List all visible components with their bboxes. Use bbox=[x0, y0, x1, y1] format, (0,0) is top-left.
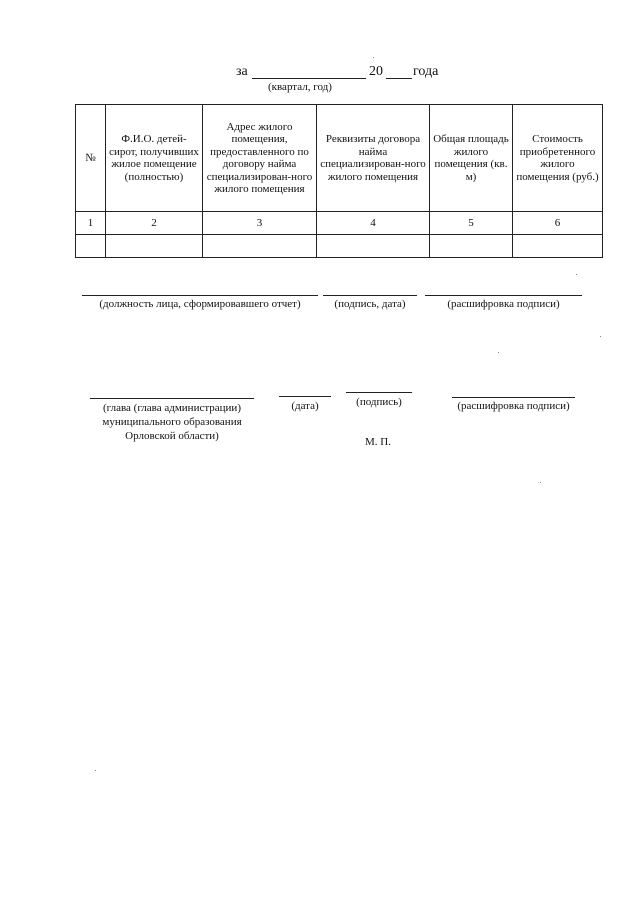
sign-date-signature-line[interactable] bbox=[323, 295, 417, 296]
col-header-address: Адрес жилого помещения, предоставленного по договору найма специализирован-ного жилого помещения bbox=[203, 105, 317, 212]
scan-speck bbox=[95, 770, 96, 771]
date-caption: (дата) bbox=[291, 400, 319, 412]
position-caption: (должность лица, сформировавшего отчет) bbox=[99, 298, 301, 310]
table-header-row bbox=[76, 105, 603, 212]
period-hint: (квартал, год) bbox=[268, 81, 332, 93]
table-cell[interactable] bbox=[106, 235, 203, 258]
col-header-contract: Реквизиты договора найма специализирован-ного жилого помещения bbox=[317, 105, 430, 212]
quarter-blank-field[interactable] bbox=[252, 78, 366, 79]
table-cell[interactable] bbox=[513, 235, 603, 258]
table-cell[interactable] bbox=[203, 235, 317, 258]
col-number-5: 5 bbox=[430, 212, 513, 235]
table-cell[interactable] bbox=[76, 235, 106, 258]
decoding-signature-line[interactable] bbox=[425, 295, 582, 296]
col-number-3: 3 bbox=[203, 212, 317, 235]
head-caption-3: Орловской области) bbox=[125, 430, 219, 442]
table-number-row bbox=[76, 212, 603, 235]
scan-speck bbox=[576, 274, 577, 275]
position-signature-line[interactable] bbox=[82, 295, 318, 296]
report-table bbox=[75, 104, 603, 258]
decoding2-signature-line[interactable] bbox=[452, 397, 575, 398]
col-header-cost: Стоимость приобретенного жилого помещения (руб.) bbox=[513, 105, 603, 212]
decoding-caption: (расшифровка подписи) bbox=[447, 298, 560, 310]
decoding2-caption: (расшифровка подписи) bbox=[457, 400, 570, 412]
year-blank-field[interactable] bbox=[386, 78, 412, 79]
sign-signature-line[interactable] bbox=[346, 392, 412, 393]
scan-speck bbox=[498, 352, 499, 353]
sign-caption: (подпись) bbox=[356, 396, 402, 408]
col-header-number: № bbox=[76, 105, 106, 212]
scan-speck bbox=[373, 57, 374, 58]
date-signature-line[interactable] bbox=[279, 396, 331, 397]
za-label: за bbox=[236, 64, 248, 79]
head-caption-2: муниципального образования bbox=[102, 416, 242, 428]
table-cell[interactable] bbox=[317, 235, 430, 258]
col-number-1: 1 bbox=[76, 212, 106, 235]
col-header-area: Общая площадь жилого помещения (кв. м) bbox=[430, 105, 513, 212]
col-header-fio: Ф.И.О. детей-сирот, получивших жилое помещение (полностью) bbox=[106, 105, 203, 212]
col-number-4: 4 bbox=[317, 212, 430, 235]
scan-speck bbox=[540, 482, 541, 483]
table-row bbox=[76, 235, 603, 258]
scan-speck bbox=[600, 336, 601, 337]
head-signature-line[interactable] bbox=[90, 398, 254, 399]
sign-date-caption: (подпись, дата) bbox=[334, 298, 406, 310]
col-number-2: 2 bbox=[106, 212, 203, 235]
col-number-6: 6 bbox=[513, 212, 603, 235]
year-prefix-label: 20 bbox=[369, 64, 383, 79]
table-cell[interactable] bbox=[430, 235, 513, 258]
head-caption-1: (глава (глава администрации) bbox=[103, 402, 241, 414]
goda-label: года bbox=[413, 64, 439, 79]
stamp-placeholder: М. П. bbox=[365, 436, 391, 448]
